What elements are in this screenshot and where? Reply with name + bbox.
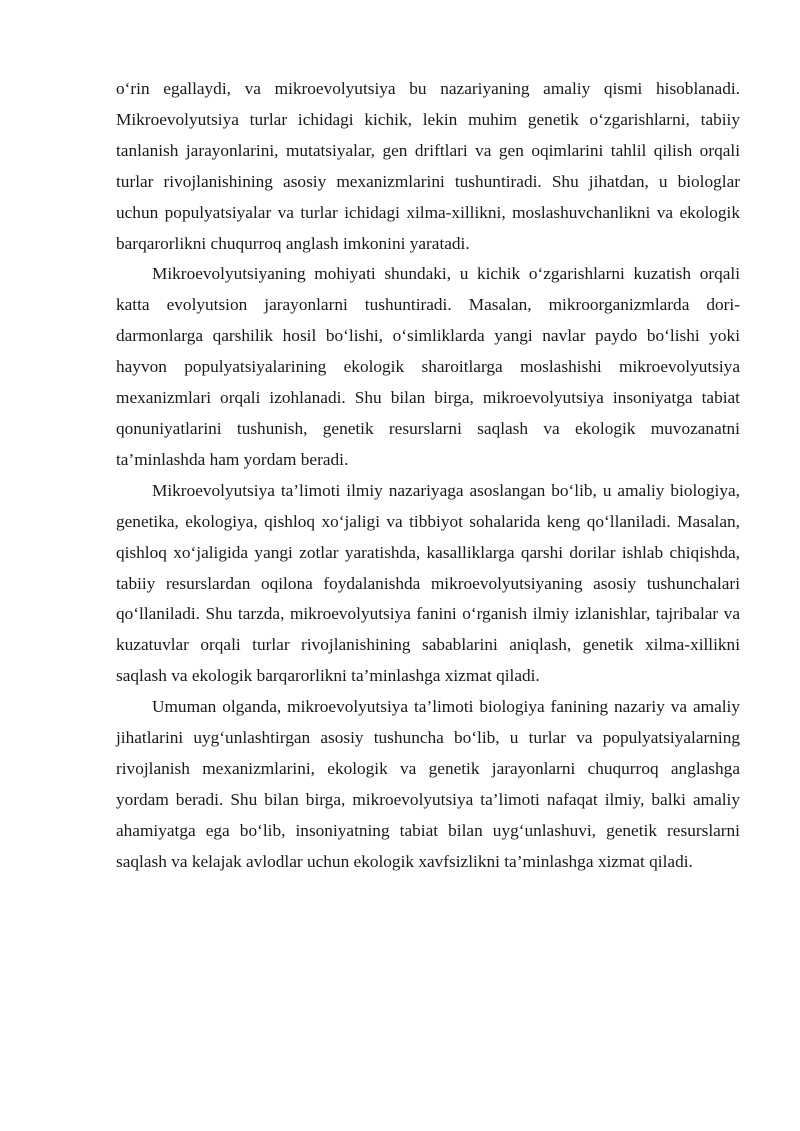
paragraph-essence: Mikroevolyutsiyaning mohiyati shundaki, u kichik o‘zgarishlarni kuzatish orqali katta evolyutsion jarayonlarni tushuntiradi. Masalan, mikroorganizmlarda dori-darmonlarga qarshilik hosil bo‘lishi, o‘simliklarda yangi navlar paydo bo‘lishi yoki hayvon populyatsiyalarining ekologik sharoitlarga moslashishi mikroevolyutsiya mexanizmlari orqali izohlanadi. Shu bilan birga, mikroevolyutsiya insoniyatga tabiat qonuniyatlarini tushunish, genetik resurslarni saqlash va ekologik muvozanatni ta’minlashda ham yordam beradi. — [116, 264, 740, 469]
paragraph-conclusion: Umuman olganda, mikroevolyutsiya ta’limoti biologiya fanining nazariy va amaliy jihatlarini uyg‘unlashtirgan asosiy tushuncha bo‘lib, u turlar va populyatsiyalarning rivojlanish mexanizmlarini, ekologik va genetik jarayonlarni chuqurroq anglashga yordam beradi. Shu bilan birga, mikroevolyutsiya ta’limoti nafaqat ilmiy, balki amaliy ahamiyatga ega bo‘lib, insoniyatning tabiat bilan uyg‘unlashuvi, genetik resurslarni saqlash va kelajak avlodlar uchun ekologik xavfsizlikni ta’minlashga xizmat qiladi. — [116, 697, 740, 871]
document-page — [116, 74, 740, 878]
paragraph-continuation: o‘rin egallaydi, va mikroevolyutsiya bu nazariyaning amaliy qismi hisoblanadi. Mikroevolyutsiya turlar ichidagi kichik, lekin muhim genetik o‘zgarishlarni, tabiiy tanlanish jarayonlarini, mutatsiyalar, gen driftlari va gen oqimlarini tahlil qilish orqali turlar rivojlanishining asosiy mexanizmlarini tushuntiradi. Shu jihatdan, u biologlar uchun populyatsiyalar va turlar ichidagi xilma-xillikni, moslashuvchanlikni va ekologik barqarorlikni chuqurroq anglash imkonini yaratadi. — [116, 79, 740, 253]
paragraph-applications: Mikroevolyutsiya ta’limoti ilmiy nazariyaga asoslangan bo‘lib, u amaliy biologiya, genetika, ekologiya, qishloq xo‘jaligi va tibbiyot sohalarida keng qo‘llaniladi. Masalan, qishloq xo‘jaligida yangi zotlar yaratishda, kasalliklarga qarshi dorilar ishlab chiqishda, tabiiy resurslardan oqilona foydalanishda mikroevolyutsiyaning asosiy tushunchalari qo‘llaniladi. Shu tarzda, mikroevolyutsiya fanini o‘rganish ilmiy izlanishlar, tajribalar va kuzatuvlar orqali turlar rivojlanishining sabablarini aniqlash, genetik xilma-xillikni saqlash va ekologik barqarorlikni ta’minlashga xizmat qiladi. — [116, 480, 740, 686]
